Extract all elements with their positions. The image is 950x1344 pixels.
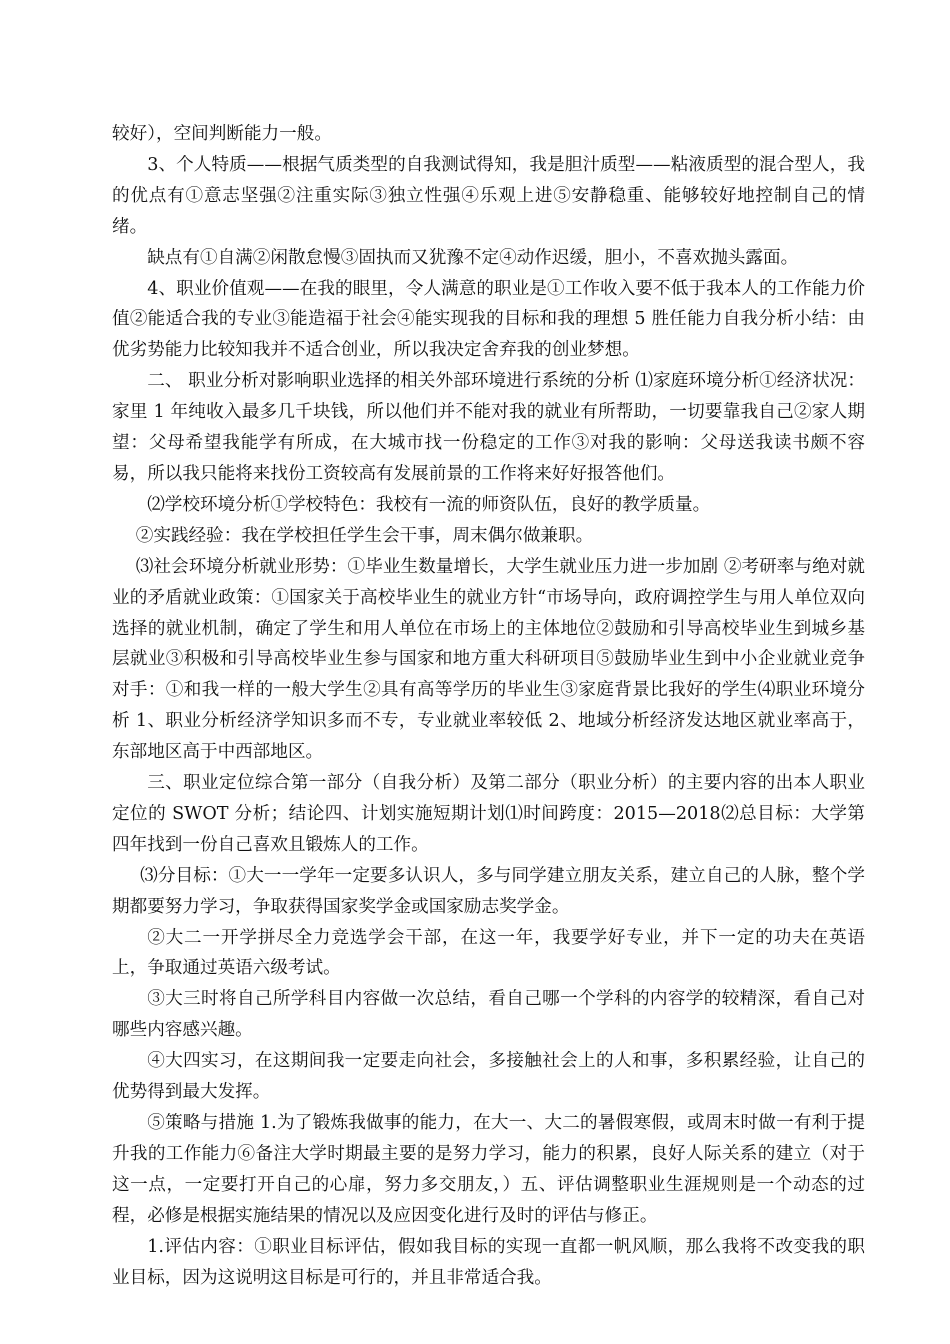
paragraph-sophomore-plan: ②大二一开学拼尽全力竞选学会干部，在这一年，我要学好专业，并下一定的功夫在英语上，争取通过英语六级考试。	[112, 927, 865, 979]
paragraph-weaknesses: 缺点有①自满②闲散怠慢③固执而又犹豫不定④动作迟缓，胆小，不喜欢抛头露面。	[147, 247, 799, 268]
document-page	[112, 119, 865, 1293]
paragraph-school-environment: ⑵学校环境分析①学校特色：我校有一流的师资队伍，良好的教学质量。	[147, 494, 711, 515]
paragraph-practical-experience: ②实践经验：我在学校担任学生会干事，周末偶尔做兼职。	[135, 525, 594, 546]
paragraph-personal-traits: 3、个人特质——根据气质类型的自我测试得知，我是胆汁质型——粘液质型的混合型人，我的优点有①意志坚强②注重实际③独立性强④乐观上进⑤安静稳重、能够较好地控制自己的情绪。	[112, 154, 865, 237]
paragraph-spatial-judgment: 较好），空间判断能力一般。	[112, 124, 332, 144]
paragraph-evaluation-content: 1.评估内容：①职业目标评估，假如我目标的实现一直都一帆风顺，那么我将不改变我的职业目标，因为这说明这目标是可行的，并且非常适合我。	[112, 1236, 865, 1288]
paragraph-career-positioning: 三、职业定位综合第一部分（自我分析）及第二部分（职业分析）的主要内容的出本人职业定位的 SWOT 分析；结论四、计划实施短期计划⑴时间跨度：2015—2018⑵总目标：大学第四年找到一份自己喜欢且锻炼人的工作。	[112, 773, 865, 855]
paragraph-sub-goals: ⑶分目标：①大一一学年一定要多认识人，多与同学建立朋友关系，建立自己的人脉，整个学期都要努力学习，争取获得国家奖学金或国家励志奖学金。	[112, 865, 865, 917]
paragraph-junior-plan: ③大三时将自己所学科目内容做一次总结，看自己哪一个学科的内容学的较精深，看自己对哪些内容感兴趣。	[112, 989, 865, 1041]
paragraph-senior-plan: ④大四实习，在这期间我一定要走向社会，多接触社会上的人和事，多积累经验，让自己的优势得到最大发挥。	[112, 1051, 865, 1103]
paragraph-strategies: ⑤策略与措施 1.为了锻炼我做事的能力，在大一、大二的暑假寒假，或周末时做一有利于提升我的工作能力⑥备注大学时期最主要的是努力学习，能力的积累，良好人际关系的建立（对于这一点，一定要打开自己的心扉，努力多交朋友，）五、评估调整职业生涯规则是一个动态的过程，必修是根据实施结果的情况以及应因变化进行及时的评估与修正。	[112, 1113, 865, 1226]
paragraph-social-environment: ⑶社会环境分析就业形势：①毕业生数量增长，大学生就业压力进一步加剧 ②考研率与绝对就业的矛盾就业政策：①国家关于高校毕业生的就业方针“市场导向，政府调控学生与用人单位双向选择的就业机制，确定了学生和用人单位在市场上的主体地位②鼓励和引导高校毕业生到城乡基层就业③积极和引导高校毕业生参与国家和地方重大科研项目⑤鼓励毕业生到中小企业就业竞争对手：①和我一样的一般大学生②具有高等学历的毕业生③家庭背景比我好的学生⑷职业环境分析 1、职业分析经济学知识多而不专，专业就业率较低 2、地域分析经济发达地区就业率高于，东部地区高于中西部地区。	[112, 556, 865, 763]
paragraph-career-values: 4、职业价值观——在我的眼里，令人满意的职业是①工作收入要不低于我本人的工作能力价值②能适合我的专业③能造福于社会④能实现我的目标和我的理想 5 胜任能力自我分析小结：由优劣势能力比较知我并不适合创业，所以我决定舍弃我的创业梦想。	[112, 278, 865, 361]
paragraph-career-analysis: 二、 职业分析对影响职业选择的相关外部环境进行系统的分析 ⑴家庭环境分析①经济状况：家里 1 年纯收入最多几千块钱，所以他们并不能对我的就业有所帮助，一切要靠我自己②家人期望：父母希望我能学有所成，在大城市找一份稳定的工作③对我的影响：父母送我读书颇不容易，所以我只能将来找份工资较高有发展前景的工作将来好好报答他们。	[112, 371, 865, 484]
